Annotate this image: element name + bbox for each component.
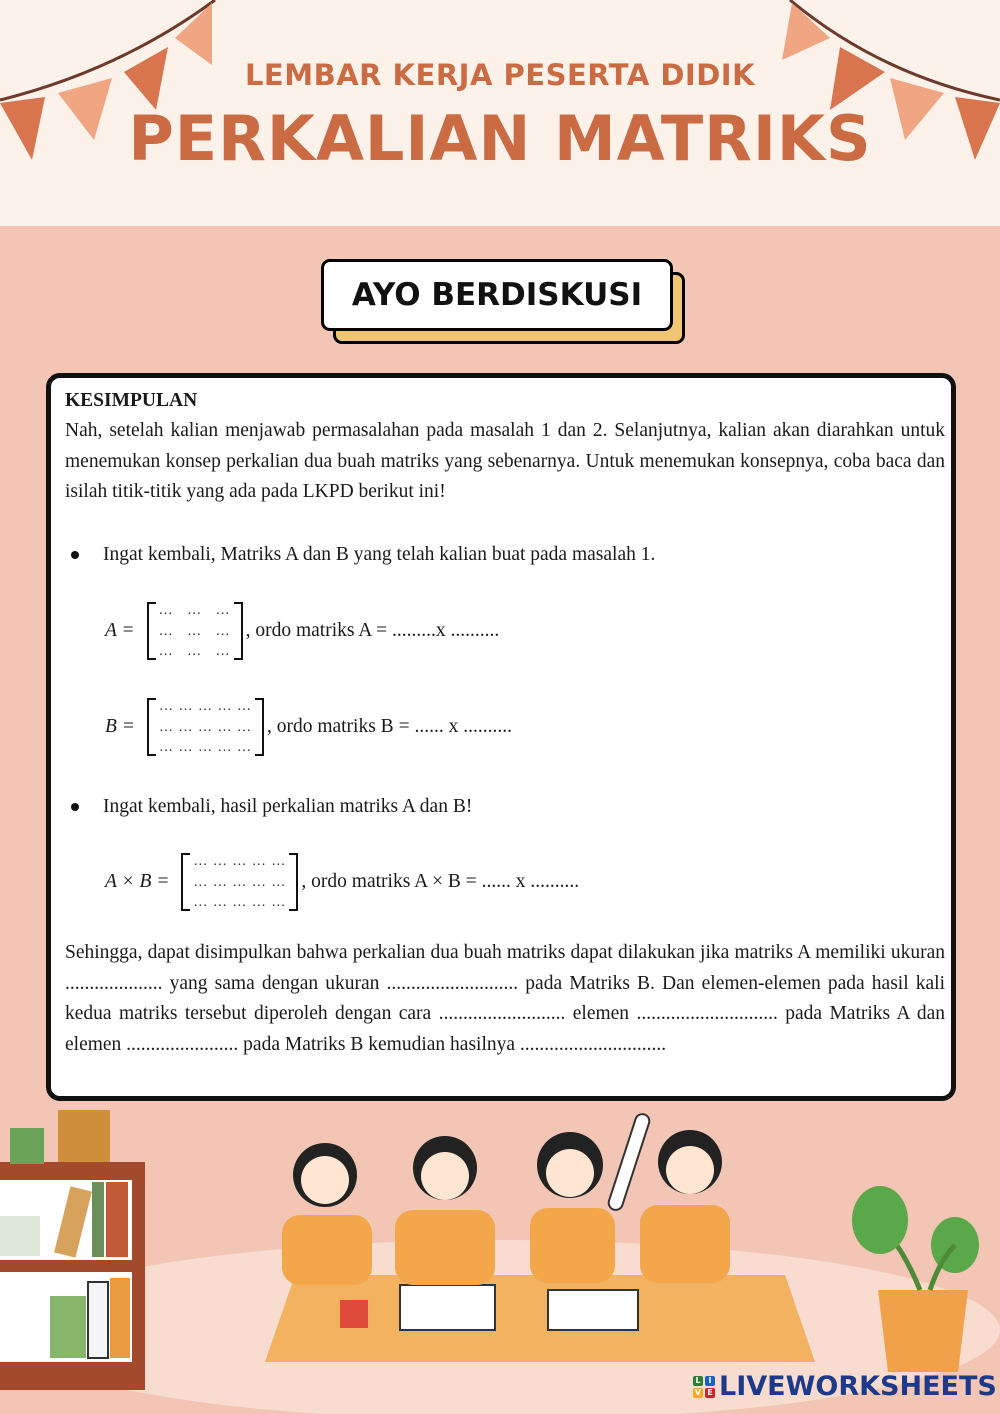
matrix-a-row	[105, 602, 499, 660]
matrix-b-order: , ordo matriks B = ...... x ..........	[266, 716, 512, 737]
liveworksheets-logo-icon	[693, 1376, 715, 1398]
matrix-b-body	[156, 698, 255, 756]
logo-letter-e: E	[705, 1388, 715, 1398]
conclusion-card	[46, 373, 956, 1101]
right-bracket-icon	[255, 698, 264, 756]
matrix-a	[147, 602, 243, 660]
left-bracket-icon	[181, 853, 190, 911]
conclusion-final: Sehingga, dapat disimpulkan bahwa perkalian dua buah matriks dapat dilakukan jika matriks A memiliki ukuran .................... yang sama dengan ukuran ........................... pada Matriks B. Dan elemen-elemen pada hasil kali kedua matriks tersebut diperoleh dengan cara .......................... elemen ............................. pada Matriks A dan elemen ....................... pada Matriks B kemudian hasilnya ..............................	[65, 942, 945, 1055]
flag-left-4	[175, 3, 212, 65]
brand-name: LIVEWORKSHEETS	[719, 1371, 997, 1402]
matrix-b-row	[105, 698, 512, 756]
matrix-ab-row-2: … … … … …	[193, 874, 287, 890]
matrix-ab-row-3: … … … … …	[193, 895, 287, 910]
matrix-ab-label: A × B =	[105, 871, 170, 892]
bullet-text-1: Ingat kembali, Matriks A dan B yang telah kalian buat pada masalah 1.	[103, 544, 656, 565]
bullet-text-2: Ingat kembali, hasil perkalian matriks A dan B!	[103, 796, 473, 817]
right-bracket-icon	[234, 602, 243, 660]
matrix-ab-body	[190, 853, 289, 911]
bullet-dot-icon	[71, 803, 79, 811]
right-bracket-icon	[289, 853, 298, 911]
left-bracket-icon	[147, 698, 156, 756]
desk-illustration	[265, 1275, 815, 1362]
logo-letter-v: V	[694, 1387, 702, 1397]
logo-letter-i: I	[705, 1376, 715, 1386]
logo-letter-l: L	[693, 1376, 703, 1386]
matrix-ab-row-1: … … … … …	[193, 854, 287, 869]
matrix-a-row-2: … … …	[158, 623, 231, 639]
worksheet-subtitle: LEMBAR KERJA PESERTA DIDIK	[244, 58, 756, 92]
bullet-item-2	[65, 793, 472, 821]
matrix-a-order: , ordo matriks A = .........x ..........	[245, 620, 500, 641]
bullet-dot-icon	[71, 551, 79, 559]
section-badge: AYO BERDISKUSI	[321, 259, 673, 331]
left-bracket-icon	[147, 602, 156, 660]
matrix-a-label: A =	[105, 620, 135, 641]
conclusion-heading: KESIMPULAN	[65, 390, 198, 411]
matrix-ab-row	[105, 853, 579, 911]
matrix-a-row-3: … … …	[158, 644, 231, 659]
conclusion-content	[65, 386, 945, 1055]
matrix-ab	[181, 853, 298, 911]
liveworksheets-brand	[693, 1371, 997, 1402]
matrix-b-row-2: … … … … …	[158, 719, 252, 735]
matrix-b-label: B =	[105, 716, 135, 737]
bullet-item-1	[65, 541, 655, 569]
matrix-ab-order: , ordo matriks A × B = ...... x ..........	[301, 871, 580, 892]
classroom-illustration	[0, 1090, 1000, 1414]
matrix-a-row-1: … … …	[158, 603, 231, 618]
matrix-b-row-1: … … … … …	[158, 699, 252, 714]
bookshelf-illustration	[0, 1110, 145, 1390]
worksheet-title: PERKALIAN MATRIKS	[128, 102, 872, 175]
matrix-b	[147, 698, 264, 756]
conclusion-intro: Nah, setelah kalian menjawab permasalahan pada masalah 1 dan 2. Selanjutnya, kalian akan diarahkan untuk menemukan konsep perkalian dua buah matriks yang sebenarnya. Untuk menemukan konsepnya, coba baca dan isilah titik-titik yang ada pada LKPD berikut ini!	[65, 420, 945, 502]
matrix-b-row-3: … … … … …	[158, 740, 252, 755]
matrix-a-body	[156, 602, 234, 660]
